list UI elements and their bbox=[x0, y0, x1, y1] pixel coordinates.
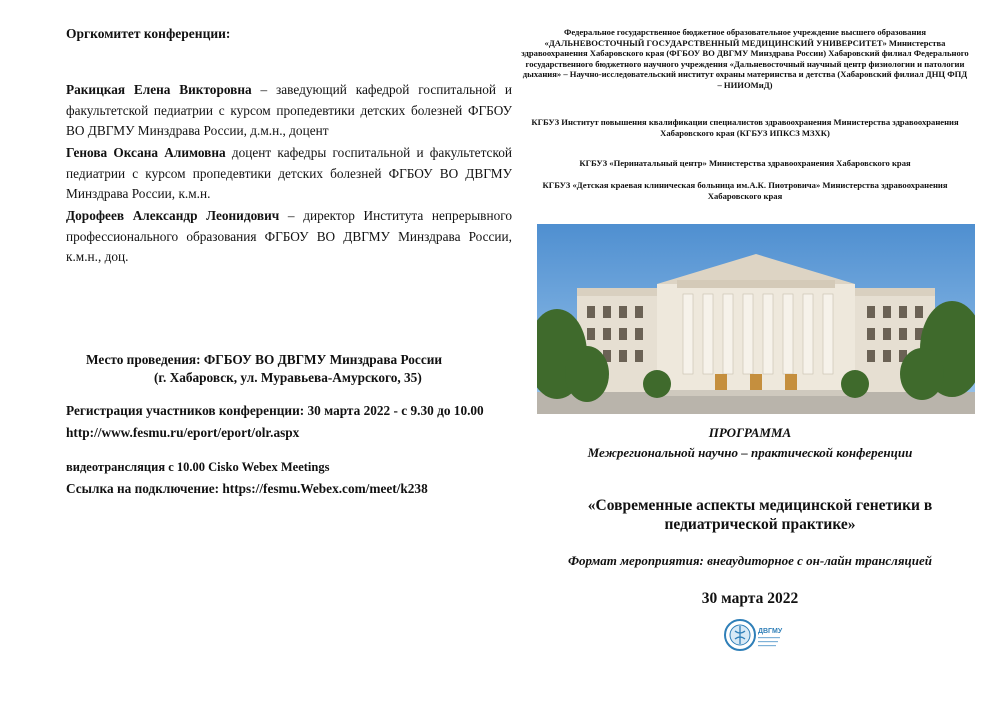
video-broadcast-info: видеотрансляция с 10.00 Cisko Webex Meetings bbox=[66, 460, 330, 474]
member-description: доцент кафедры госпитальной и факультетской педиатрии с курсом пропедевтики детских болезней ФГБОУ ВО ДВГМУ Минздрава России, к.м.н. bbox=[66, 145, 512, 201]
committee-member bbox=[66, 143, 512, 205]
organizer-header: Федеральное государственное бюджетное образовательное учреждение высшего образования «ДАЛЬНЕВОСТОЧНЫЙ ГОСУДАРСТВЕННЫЙ МЕДИЦИНСКИЙ УНИВЕРСИТЕТ» Министерства здравоохранения Хабаровского края (ФГБОУ ВО ДВГМУ Минздрава России) Хабаровский филиал Федерального государственного бюджетного научного учреждения «Дальневосточный научный центр физиологии и патологии дыхания» – Научно-исследовательский институт охраны материнства и детства (Хабаровский филиал ДНЦ ФПД – НИИОМиД) bbox=[521, 27, 969, 90]
member-name: Генова Оксана Алимовна bbox=[66, 145, 226, 160]
fesmu-emblem-icon bbox=[722, 615, 784, 655]
svg-text:ДВГМУ: ДВГМУ bbox=[758, 628, 783, 635]
committee-member bbox=[66, 80, 512, 142]
venue-block bbox=[86, 351, 506, 387]
committee-member bbox=[66, 206, 512, 268]
event-date: 30 марта 2022 bbox=[701, 590, 799, 607]
organizer-header: КГБУЗ «Перинатальный центр» Министерства здравоохранения Хабаровского края bbox=[579, 158, 911, 168]
venue-address: (г. Хабаровск, ул. Муравьева-Амурского, 35) bbox=[154, 370, 422, 385]
university-logo bbox=[722, 615, 784, 655]
organizer-header: КГБУЗ «Детская краевая клиническая больница им.А.К. Пиотровича» Министерства здравоохранения Хабаровского края bbox=[542, 180, 948, 201]
member-description: – директор Института непрерывного профессионального образования ФГБОУ ВО ДВГМУ Минздрава России, к.м.н., доц. bbox=[66, 208, 512, 264]
member-name: Дорофеев Александр Леонидович bbox=[66, 208, 280, 223]
university-building-photo bbox=[537, 224, 975, 414]
organizing-committee-heading: Оргкомитет конференции: bbox=[66, 26, 231, 41]
member-name: Ракицкая Елена Викторовна bbox=[66, 82, 252, 97]
venue-line: Место проведения: ФГБОУ ВО ДВГМУ Минздрава России bbox=[86, 352, 443, 367]
member-description: – заведующий кафедрой госпитальной и факультетской педиатрии с курсом пропедевтики детских болезней ФГБОУ ВО ДВГМУ Минздрава России, д.м.н., доцент bbox=[66, 82, 512, 138]
registration-info: Регистрация участников конференции: 30 марта 2022 - с 9.30 до 10.00 bbox=[66, 403, 484, 418]
building-illustration bbox=[537, 224, 975, 414]
registration-link[interactable]: http://www.fesmu.ru/eport/eport/olr.aspx bbox=[66, 425, 300, 440]
event-format: Формат мероприятия: внеаудиторное с он-лайн трансляцией bbox=[567, 553, 933, 568]
program-label: ПРОГРАММА bbox=[708, 425, 792, 440]
program-subtitle: Межрегиональной научно – практической конференции bbox=[587, 445, 913, 460]
conference-title: «Современные аспекты медицинской генетики в педиатрической практике» bbox=[587, 497, 933, 533]
organizer-header: КГБУЗ Институт повышения квалификации специалистов здравоохранения Министерства здравоохранения Хабаровского края (КГБУЗ ИПКСЗ МЗХК) bbox=[531, 117, 959, 138]
connection-link[interactable]: Ссылка на подключение: https://fesmu.Webex.com/meet/k238 bbox=[66, 481, 428, 496]
